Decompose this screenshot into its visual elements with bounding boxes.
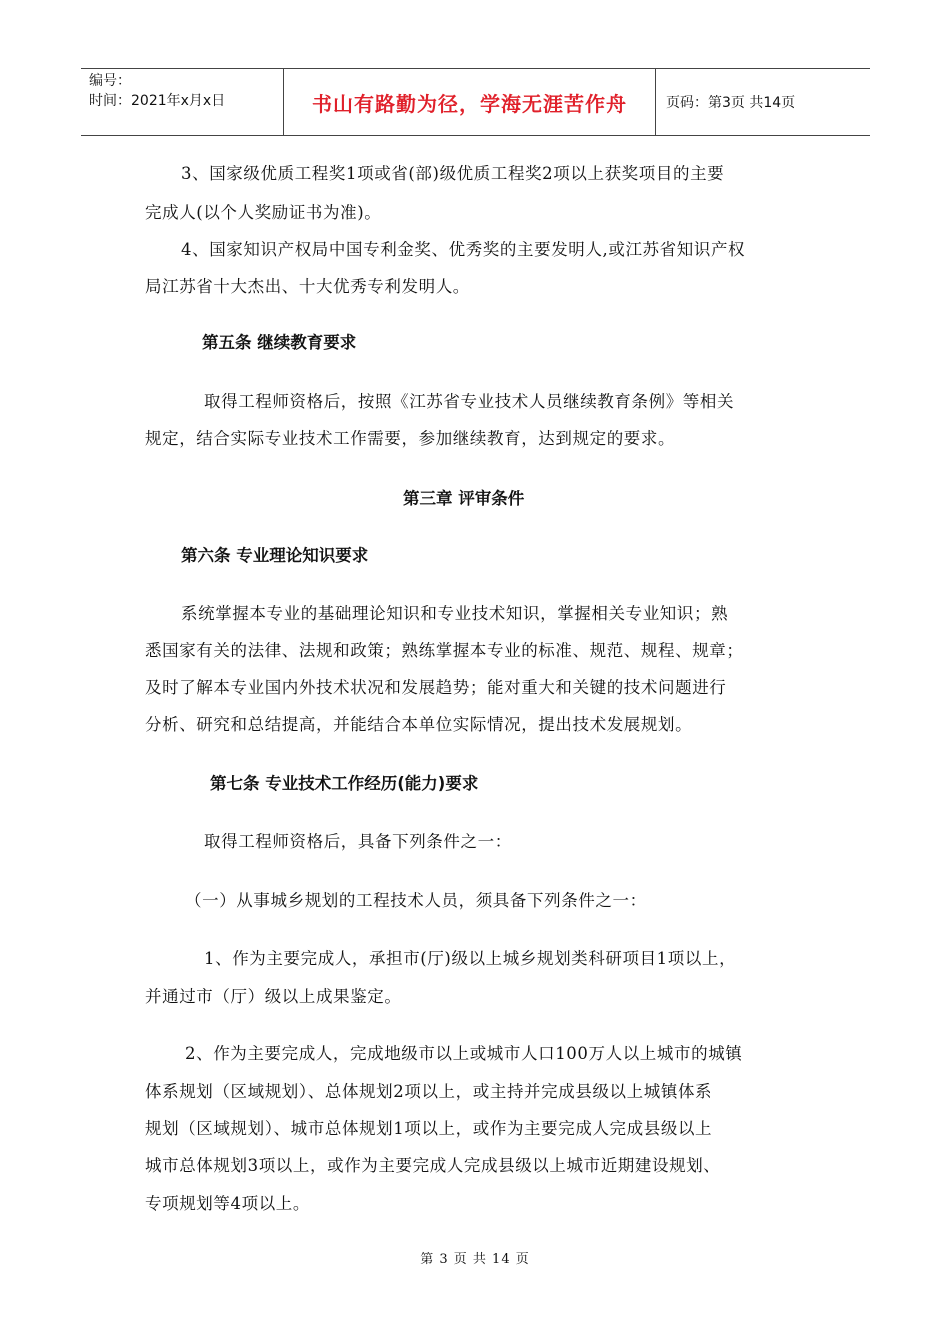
time-label: 时间：2021年x月x日 [89, 93, 226, 109]
para-4-line-4: 分析、研究和总结提高，并能结合本单位实际情况，提出技术发展规划。 [145, 715, 693, 734]
para-2-line-1: 4、国家知识产权局中国专利金奖、优秀奖的主要发明人,或江苏省知识产权 [181, 240, 746, 259]
para-4-line-2: 悉国家有关的法律、法规和政策；熟练掌握本专业的标准、规范、规程、规章； [145, 641, 744, 660]
para-8-line-1: 2、作为主要完成人，完成地级市以上或城市人口100万人以上城市的城镇 [185, 1044, 743, 1063]
article-5-heading: 第五条 继续教育要求 [202, 333, 357, 352]
header-motto-cell [283, 69, 656, 135]
para-4-line-1: 系统掌握本专业的基础理论知识和专业技术知识，掌握相关专业知识；熟 [181, 604, 729, 623]
page-footer: 第 3 页 共 14 页 [420, 1252, 530, 1267]
para-7-line-2: 并通过市（厅）级以上成果鉴定。 [145, 987, 402, 1006]
para-8-line-5: 专项规划等4项以上。 [145, 1194, 310, 1213]
page-label: 页码：第3页 共14页 [666, 95, 796, 111]
header-meta-cell [81, 69, 283, 135]
para-5-line-1: 取得工程师资格后，具备下列条件之一： [204, 832, 512, 851]
article-6-heading: 第六条 专业理论知识要求 [181, 546, 369, 565]
para-3-line-1: 取得工程师资格后，按照《江苏省专业技术人员继续教育条例》等相关 [204, 392, 735, 411]
para-3-line-2: 规定，结合实际专业技术工作需要，参加继续教育，达到规定的要求。 [145, 429, 676, 448]
number-label: 编号： [89, 73, 131, 89]
para-1-line-1: 3、国家级优质工程奖1项或省(部)级优质工程奖2项以上获奖项目的主要 [181, 164, 725, 183]
para-8-line-4: 城市总体规划3项以上，或作为主要完成人完成县级以上城市近期建设规划、 [145, 1156, 721, 1175]
header-page-cell [656, 69, 870, 135]
article-7-heading: 第七条 专业技术工作经历(能力)要求 [210, 774, 479, 793]
chapter-3-heading: 第三章 评审条件 [403, 489, 525, 508]
para-6-line-1: （一）从事城乡规划的工程技术人员，须具备下列条件之一： [185, 891, 647, 910]
para-1-line-2: 完成人(以个人奖励证书为准)。 [145, 203, 382, 222]
motto-text: 书山有路勤为径，学海无涯苦作舟 [312, 91, 627, 116]
para-7-line-1: 1、作为主要完成人，承担市(厅)级以上城乡规划类科研项目1项以上， [204, 949, 737, 968]
para-8-line-3: 规划（区域规划）、城市总体规划1项以上，或作为主要完成人完成县级以上 [145, 1119, 713, 1138]
para-2-line-2: 局江苏省十大杰出、十大优秀专利发明人。 [145, 277, 470, 296]
page-header [81, 68, 870, 136]
para-8-line-2: 体系规划（区域规划）、总体规划2项以上，或主持并完成县级以上城镇体系 [145, 1082, 713, 1101]
para-4-line-3: 及时了解本专业国内外技术状况和发展趋势；能对重大和关键的技术问题进行 [145, 678, 727, 697]
